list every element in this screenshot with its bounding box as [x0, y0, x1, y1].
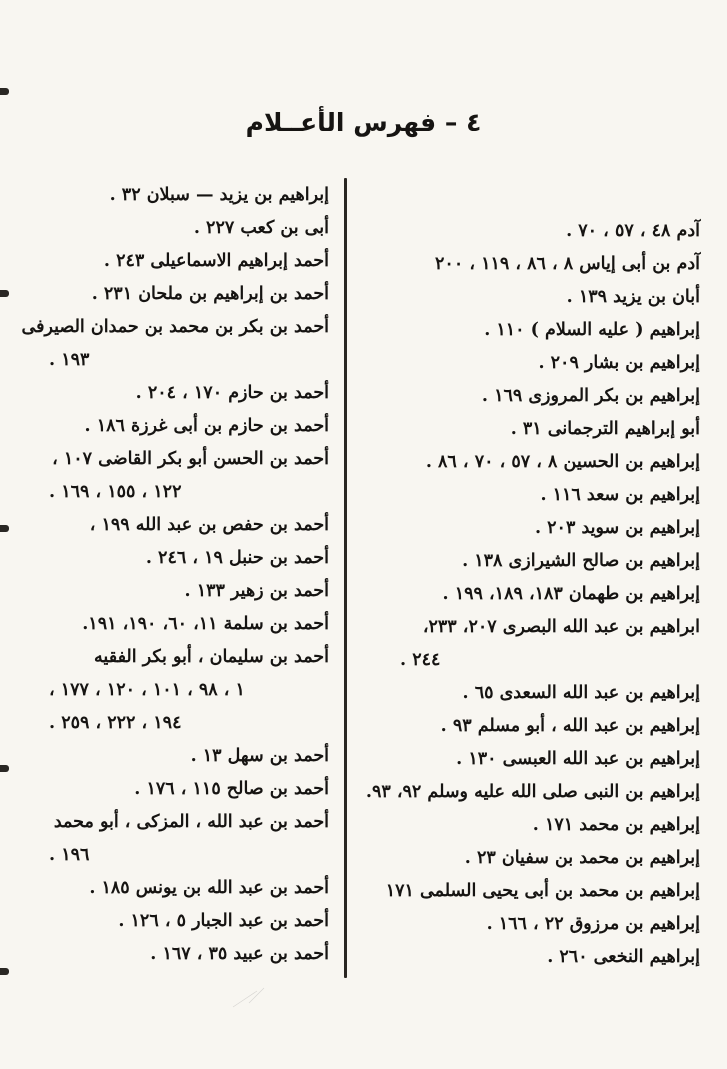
index-entry: أبى بن كعب ٢٢٧ . — [193, 218, 329, 238]
index-entry: أبان بن يزيد ١٣٩ . — [566, 287, 700, 307]
index-entry: ابراهيم بن عبد الله البصرى ٢٠٧، ٢٣٣، — [422, 617, 700, 637]
index-entry: إبراهيم بن النبى صلى الله عليه وسلم ٩٢، ٩٣. — [365, 782, 700, 802]
index-column-left — [21, 179, 329, 971]
index-entry: أحمد بن عبيد ٣٥ ، ١٦٧ . — [150, 944, 329, 964]
index-entry: أحمد إبراهيم الاسماعيلى ٢٤٣ . — [103, 251, 329, 271]
column-divider — [344, 178, 347, 978]
paper-mark — [231, 985, 266, 1010]
index-entry: إبراهيم بن سعد ١١٦ . — [540, 485, 700, 505]
page-edge-mark — [0, 88, 9, 95]
index-entry: أحمد بن حازم ١٧٠ ، ٢٠٤ . — [135, 383, 329, 403]
index-entry: أحمد بن حفص بن عبد الله ١٩٩ ، — [89, 515, 329, 535]
page-edge-mark — [0, 290, 9, 297]
index-entry: أحمد بن سليمان ، أبو بكر الفقيه — [94, 647, 329, 667]
index-entry-continuation: ٢٤٤ . — [400, 650, 441, 670]
page-number: ٤ — [466, 108, 482, 137]
index-entry: أحمد بن الحسن أبو بكر القاضى ١٠٧ ، — [52, 449, 329, 469]
index-entry: أحمد بن بكر بن محمد بن حمدان الصيرفى — [21, 317, 329, 337]
page-edge-mark — [0, 525, 9, 532]
index-entry-continuation: ١٢٢ ، ١٥٥ ، ١٦٩ . — [49, 482, 182, 502]
index-entry: أحمد بن صالح ١١٥ ، ١٧٦ . — [134, 779, 329, 799]
index-entry: أحمد بن سهل ١٣ . — [190, 746, 329, 766]
index-entry: إبراهيم بن الحسين ٨ ، ٥٧ ، ٧٠ ، ٨٦ . — [425, 452, 700, 472]
page-edge-mark — [0, 765, 9, 772]
index-entry: آدم ٤٨ ، ٥٧ ، ٧٠ . — [566, 221, 700, 241]
header-dash: – — [444, 108, 458, 137]
index-column-right — [365, 215, 700, 974]
index-entry: إبراهيم النخعى ٢٦٠ . — [547, 947, 700, 967]
index-entry: إبراهيم بن يزيد — سبلان ٣٢ . — [109, 185, 329, 205]
index-entry: إبراهيم بن عبد الله العبسى ١٣٠ . — [456, 749, 700, 769]
page-header — [0, 108, 727, 137]
index-entry: إبراهيم بن محمد ١٧١ . — [532, 815, 700, 835]
index-entry: أحمد بن سلمة ١١، ٦٠، ١٩٠، ١٩١. — [82, 614, 329, 634]
index-entry-continuation: ١٩٤ ، ٢٢٢ ، ٢٥٩ . — [49, 713, 182, 733]
index-entry: إبراهيم بن صالح الشيرازى ١٣٨ . — [462, 551, 700, 571]
index-entry: أحمد بن عبد الله ، المزكى ، أبو محمد — [53, 812, 329, 832]
index-entry: أحمد بن عبد الله بن يونس ١٨٥ . — [89, 878, 329, 898]
index-entry: إبراهيم بن محمد بن أبى يحيى السلمى ١٧١ — [385, 881, 700, 901]
index-entry: إبراهيم بن بشار ٢٠٩ . — [538, 353, 700, 373]
index-entry: إبراهيم بن عبد الله السعدى ٦٥ . — [462, 683, 700, 703]
index-entry: إبراهيم بن سويد ٢٠٣ . — [534, 518, 700, 538]
index-entry: إبراهيم بن بكر المروزى ١٦٩ . — [481, 386, 700, 406]
index-entry: إبراهيم بن طهمان ١٨٣، ١٨٩، ١٩٩ . — [442, 584, 700, 604]
index-entry: أحمد بن حنبل ١٩ ، ٢٤٦ . — [145, 548, 329, 568]
index-entry: إبراهيم ( عليه السلام ) ١١٠ . — [484, 320, 700, 340]
index-entry: إبراهيم بن محمد بن سفيان ٢٣ . — [464, 848, 700, 868]
index-title: فهرس الأعــلام — [245, 108, 437, 137]
index-entry: أحمد بن إبراهيم بن ملحان ٢٣١ . — [91, 284, 329, 304]
index-entry-continuation: ١٩٦ . — [49, 845, 90, 865]
index-entry: إبراهيم بن مرزوق ٢٢ ، ١٦٦ . — [486, 914, 700, 934]
index-entry: أبو إبراهيم الترجمانى ٣١ . — [510, 419, 700, 439]
index-entry: أحمد بن عبد الجبار ٥ ، ١٢٦ . — [118, 911, 329, 931]
index-entry: آدم بن أبى إياس ٨ ، ٨٦ ، ١١٩ ، ٢٠٠ — [435, 254, 700, 274]
index-entry: إبراهيم بن عبد الله ، أبو مسلم ٩٣ . — [440, 716, 700, 736]
page-edge-mark — [0, 968, 9, 975]
index-entry: أحمد بن حازم بن أبى غرزة ١٨٦ . — [84, 416, 329, 436]
index-entry: أحمد بن زهير ١٣٣ . — [184, 581, 329, 601]
index-entry-continuation: ١٩٣ . — [49, 350, 90, 370]
index-entry-continuation: ١ ، ٩٨ ، ١٠١ ، ١٢٠ ، ١٧٧ ، — [49, 680, 245, 700]
